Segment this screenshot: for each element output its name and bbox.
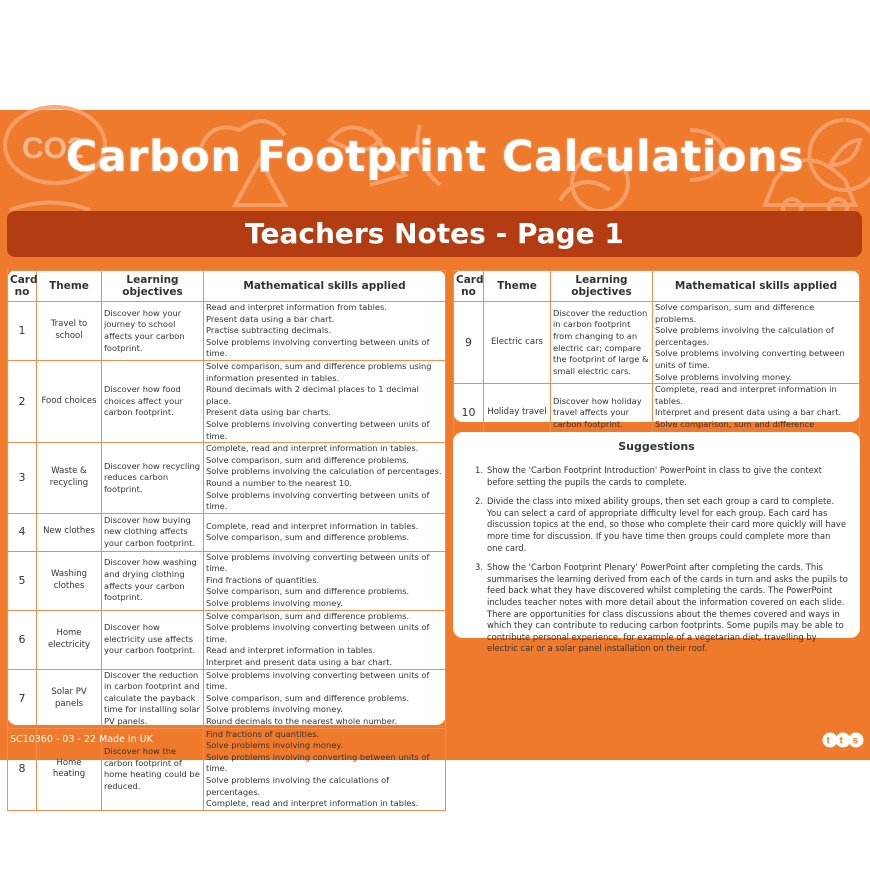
cards-table-right	[453, 270, 860, 443]
card-objective: Discover how buying new clothing affects your carbon footprint.	[102, 513, 204, 551]
card-objective: Discover how recycling reduces carbon footprint.	[102, 443, 204, 514]
poster	[0, 110, 870, 809]
page-title: Carbon Footprint Calculations	[65, 132, 805, 182]
card-number: 9	[454, 302, 484, 384]
card-objective: Discover how washing and drying clothing affects your carbon footprint.	[102, 551, 204, 610]
card-skills: Solve problems involving converting between units of time. Solve comparison, sum and difference problems. Solve problems involving money. Round decimals to the nearest whole number.	[204, 669, 446, 728]
card-skills: Find fractions of quantities. Solve problems involving money. Solve problems involving converting between units of time. Solve problems involving the calculations of percentages. Complete, read and interpret information in tables.	[204, 728, 446, 810]
table-row	[8, 302, 446, 361]
suggestion-text: Show the 'Carbon Footprint Introduction' PowerPoint in class to give the context before setting the pupils the cards to complete.	[487, 465, 822, 487]
suggestion-text: Show the 'Carbon Footprint Plenary' PowerPoint after completing the cards. This summarises the learning derived from each of the cards in turn and asks the pupils to feed back what they have discovered whilst completing the cards. The PowerPoint includes teacher notes with more detail about the information covered on each slide. There are opportunities for class discussions about the themes covered and ways in which they can contribute to reducing carbon footprints. Some pupils may be able to contribute personal experience, for example of a vegetarian diet, travelling by electric car or a solar panel installation on their roof.	[487, 562, 848, 654]
card-objective: Discover how holiday travel affects your carbon footprint.	[551, 384, 653, 443]
header-theme: Theme	[37, 271, 102, 302]
card-objective: Discover how the carbon footprint of home heating could be reduced.	[102, 728, 204, 810]
card-objective: Discover the reduction in carbon footprint and calculate the payback time for installing solar PV panels.	[102, 669, 204, 728]
header-card-no: Card no	[8, 271, 37, 302]
suggestion-number: 3.	[475, 562, 483, 573]
card-theme: Holiday travel	[484, 384, 551, 443]
table-header-row	[8, 271, 446, 302]
page-subtitle: Teachers Notes - Page 1	[245, 217, 624, 250]
card-theme: Waste & recycling	[37, 443, 102, 514]
tts-logo-icon	[822, 730, 864, 750]
card-skills: Complete, read and interpret information in tables. Solve comparison, sum and difference problems.	[204, 513, 446, 551]
card-skills: Complete, read and interpret information in tables. Solve comparison, sum and difference problems. Solve problems involving the calculation of percentages. Round a number to the nearest 10. Solve problems involving converting between units of time.	[204, 443, 446, 514]
card-objective: Discover how your journey to school affects your carbon footprint.	[102, 302, 204, 361]
product-code: SC10360 - 03 - 22 Made in UK	[10, 734, 153, 745]
card-objective: Discover how electricity use affects your carbon footprint.	[102, 610, 204, 669]
suggestions-title: Suggestions	[618, 440, 695, 453]
card-skills: Complete, read and interpret information in tables. Interpret and present data using a bar chart. Solve comparison, sum and difference	[653, 384, 860, 443]
suggestion-number: 1.	[475, 465, 483, 475]
table-row	[8, 610, 446, 669]
suggestion-text: Divide the class into mixed ability groups, then set each group a card to complete. You can select a card of appropriate difficulty level for each group. Each card has discussion topics at the end, so those who complete their card more quickly will have more time for discussion. If you have time then groups could complete more than one card.	[487, 496, 847, 553]
table-row	[8, 443, 446, 514]
card-theme: Home heating	[37, 728, 102, 810]
card-number: 5	[8, 551, 37, 610]
list-item	[475, 465, 848, 488]
table-row	[8, 551, 446, 610]
card-skills: Solve comparison, sum and difference problems. Solve problems involving the calculation of percentages. Solve problems involving converting between units of time. Solve problems involving money.	[653, 302, 860, 384]
table-row	[454, 302, 860, 384]
card-number: 4	[8, 513, 37, 551]
card-theme: Food choices	[37, 360, 102, 442]
svg-text:s: s	[852, 735, 859, 747]
card-number: 8	[8, 728, 37, 810]
list-item	[475, 562, 848, 655]
suggestions-panel	[453, 432, 860, 654]
header-objectives: Learning objectives	[551, 271, 653, 302]
card-number: 2	[8, 360, 37, 442]
table-row	[8, 669, 446, 728]
card-theme: Home electricity	[37, 610, 102, 669]
card-number: 1	[8, 302, 37, 361]
card-skills: Solve problems involving converting between units of time. Find fractions of quantities. Solve comparison, sum and difference problems. Solve problems involving money.	[204, 551, 446, 610]
card-theme: Travel to school	[37, 302, 102, 361]
header-skills: Mathematical skills applied	[653, 271, 860, 302]
svg-text:t: t	[826, 735, 830, 747]
list-item	[475, 496, 848, 554]
cards-table-left	[7, 270, 446, 811]
co2-deco-text: CO2	[22, 132, 84, 165]
table-row	[8, 360, 446, 442]
header-skills: Mathematical skills applied	[204, 271, 446, 302]
header-theme: Theme	[484, 271, 551, 302]
table-row	[8, 513, 446, 551]
card-number: 10	[454, 384, 484, 443]
table-header-row	[454, 271, 860, 302]
card-theme: Electric cars	[484, 302, 551, 384]
header-objectives: Learning objectives	[102, 271, 204, 302]
card-objective: Discover the reduction in carbon footprint from changing to an electric car; compare the footprint of large & small electric cars.	[551, 302, 653, 384]
card-theme: New clothes	[37, 513, 102, 551]
subtitle-banner	[7, 211, 862, 257]
card-objective: Discover how food choices affect your carbon footprint.	[102, 360, 204, 442]
suggestion-number: 2.	[475, 496, 483, 507]
card-skills: Solve comparison, sum and difference problems using information presented in tables. Round decimals with 2 decimal places to 1 decimal place. Present data using bar charts. Solve problems involving converting between units of time.	[204, 360, 446, 442]
right-table-panel	[453, 270, 860, 429]
card-number: 6	[8, 610, 37, 669]
header-card-no: Card no	[454, 271, 484, 302]
card-theme: Washing clothes	[37, 551, 102, 610]
card-theme: Solar PV panels	[37, 669, 102, 728]
suggestions-list	[453, 465, 860, 655]
svg-text:t: t	[839, 735, 843, 747]
card-number: 7	[8, 669, 37, 728]
card-number: 3	[8, 443, 37, 514]
card-skills: Read and interpret information from tables. Present data using a bar chart. Practise subtracting decimals. Solve problems involving converting between units of time.	[204, 302, 446, 361]
card-skills: Solve comparison, sum and difference problems. Solve problems involving converting between units of time. Read and interpret information in tables. Interpret and present data using a bar chart.	[204, 610, 446, 669]
